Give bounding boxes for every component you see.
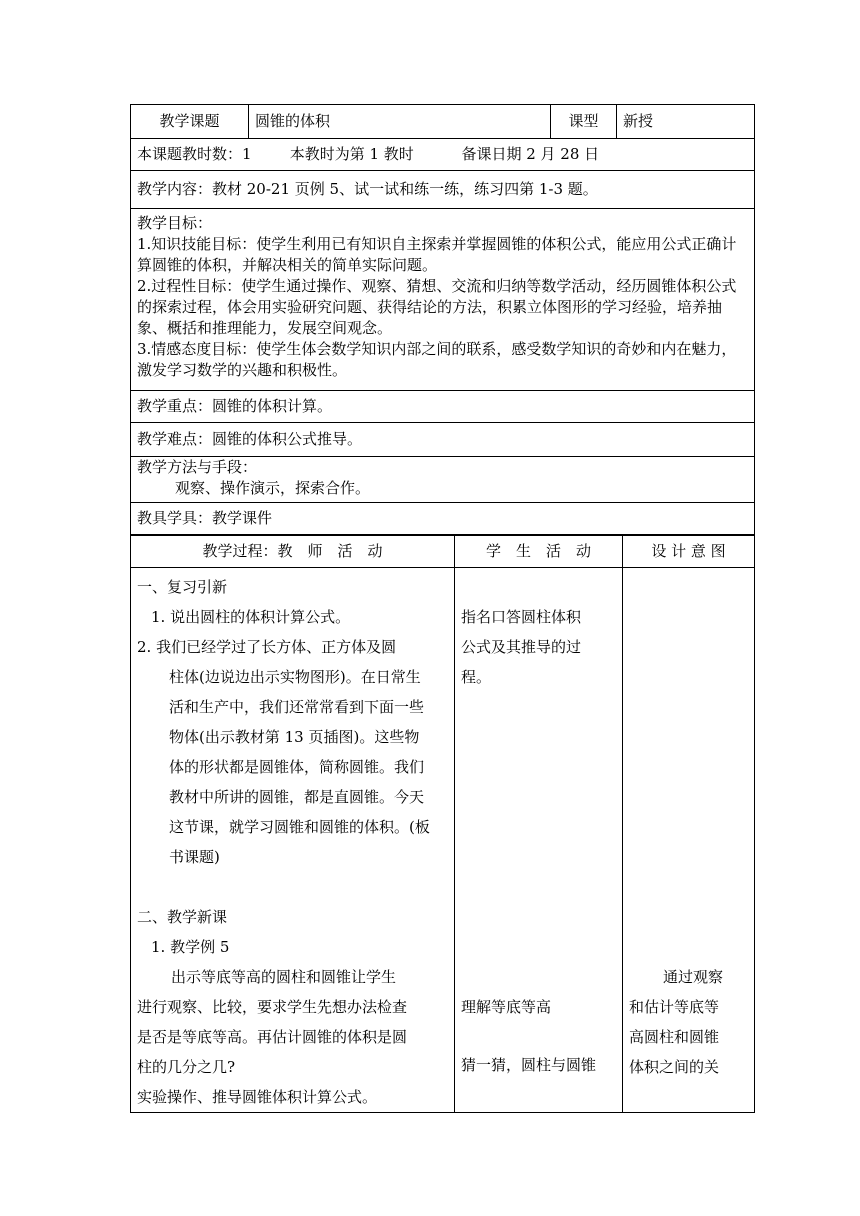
objectives-title: 教学目标： xyxy=(137,214,213,232)
design-intent-header: 设 计 意 图 xyxy=(623,536,755,568)
student-activity-cell xyxy=(455,568,623,1113)
type-value: 新授 xyxy=(617,105,755,139)
objective-2: 2.过程性目标：使学生通过操作、观察、猜想、交流和归纳等数学活动，经历圆锥体积公式的探索过程，体会用实验研究问题、获得结论的方法，积累立体图形的学习经验，培养抽象、概括和推理能力，发展空间观念。 xyxy=(137,277,737,337)
section-1-item-2-line-1: 2. 我们已经学过了长方体、正方体及圆 xyxy=(137,638,397,656)
section-1-item-2-line-6: 教材中所讲的圆锥，都是直圆锥。今天 xyxy=(169,788,425,806)
topic-label: 教学课题 xyxy=(131,105,249,139)
section-1-item-1: 1. 说出圆柱的体积计算公式。 xyxy=(151,608,351,626)
student-line-4: 理解等底等高 xyxy=(461,998,552,1016)
topic-value: 圆锥的体积 xyxy=(249,105,551,139)
objectives-cell xyxy=(131,209,755,391)
tools-line: 教具学具：教学课件 xyxy=(131,503,755,535)
student-line-2: 公式及其推导的过 xyxy=(461,638,582,656)
key-point: 教学重点：圆锥的体积计算。 xyxy=(131,391,755,423)
section-2-para-1-line-4: 柱的几分之几? xyxy=(137,1058,236,1076)
section-2-item-1: 1. 教学例 5 xyxy=(151,938,230,956)
section-1-item-2-line-2: 柱体(边说边出示实物图形)。在日常生 xyxy=(169,668,421,686)
student-line-3: 程。 xyxy=(461,668,492,686)
objective-3: 3.情感态度目标：使学生体会数学知识内部之间的联系，感受数学知识的奇妙和内在魅力，激发学习数学的兴趣和积极性。 xyxy=(137,340,737,379)
type-label: 课型 xyxy=(551,105,617,139)
section-1-title: 一、复习引新 xyxy=(137,578,228,596)
section-2-title: 二、教学新课 xyxy=(137,908,228,926)
section-1-item-2-line-8: 书课题) xyxy=(169,848,220,866)
section-1-item-2-line-4: 物体(出示教材第 13 页插图)。这些物 xyxy=(169,728,420,746)
design-line-4: 体积之间的关 xyxy=(629,1058,720,1076)
section-2-para-2: 实验操作、推导圆锥体积计算公式。 xyxy=(137,1088,378,1106)
section-1-item-2-line-3: 活和生产中，我们还常常看到下面一些 xyxy=(169,698,425,716)
teacher-activity-header: 教学过程：教 师 活 动 xyxy=(131,536,455,568)
section-1-item-2-line-7: 这节课，就学习圆锥和圆锥的体积。(板 xyxy=(169,818,430,836)
teacher-activity-cell xyxy=(131,568,455,1113)
lesson-info-table xyxy=(130,104,755,535)
student-line-1: 指名口答圆柱体积 xyxy=(461,608,582,626)
objective-1: 1.知识技能目标：使学生利用已有知识自主探索并掌握圆锥的体积公式，能应用公式正确计算圆锥的体积，并解决相关的简单实际问题。 xyxy=(137,235,737,274)
design-intent-cell xyxy=(623,568,755,1113)
section-2-para-1-line-3: 是否是等底等高。再估计圆锥的体积是圆 xyxy=(137,1028,408,1046)
methods-value: 观察、操作演示，探索合作。 xyxy=(175,479,371,497)
design-line-2: 和估计等底等 xyxy=(629,998,720,1016)
section-2-para-1-line-2: 进行观察、比较，要求学生先想办法检查 xyxy=(137,998,408,1016)
info-line: 本课题教时数：1 本教时为第 1 教时 备课日期 2 月 28 日 xyxy=(131,139,755,171)
section-1-item-2-line-5: 体的形状都是圆锥体，简称圆锥。我们 xyxy=(169,758,425,776)
student-activity-header: 学 生 活 动 xyxy=(455,536,623,568)
process-table xyxy=(130,535,755,1113)
methods-cell xyxy=(131,457,755,503)
content-line: 教学内容：教材 20-21 页例 5、试一试和练一练，练习四第 1-3 题。 xyxy=(131,171,755,209)
design-line-3: 高圆柱和圆锥 xyxy=(629,1028,720,1046)
student-line-5: 猜一猜，圆柱与圆锥 xyxy=(461,1056,597,1074)
methods-title: 教学方法与手段： xyxy=(137,458,258,476)
section-2-para-1-line-1: 出示等底等高的圆柱和圆锥让学生 xyxy=(171,968,397,986)
design-line-1: 通过观察 xyxy=(663,968,724,986)
difficulty: 教学难点：圆锥的体积公式推导。 xyxy=(131,423,755,457)
